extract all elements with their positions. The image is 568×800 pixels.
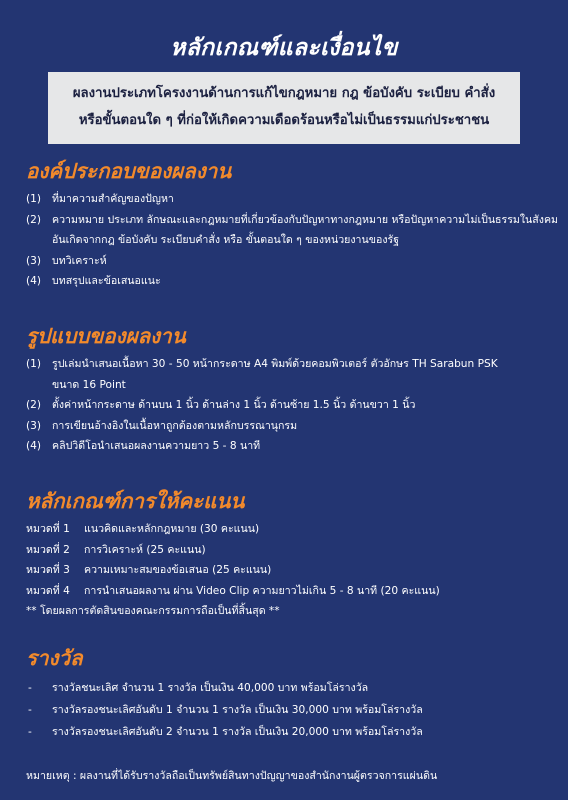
intro-banner <box>48 72 520 144</box>
category-text: แนวคิดและหลักกฎหมาย (30 คะแนน) <box>84 523 260 535</box>
scoring-category <box>26 519 556 540</box>
list-item <box>26 189 556 210</box>
format-heading: รูปแบบของผลงาน <box>26 324 186 348</box>
scoring-category <box>26 540 556 561</box>
item-text: บทวิเคราะห์ <box>52 254 107 267</box>
item-number: (3) <box>26 419 42 432</box>
item-number: (1) <box>26 358 42 370</box>
award-text: รางวัลชนะเลิศ จำนวน 1 รางวัล เป็นเงิน 40,000 บาท พร้อมโล่รางวัล <box>52 682 369 694</box>
bullet-dash: - <box>28 704 32 716</box>
scoring-category <box>26 581 556 602</box>
award-text: รางวัลรองชนะเลิศอันดับ 1 จำนวน 1 รางวัล เป็นเงิน 30,000 บาท พร้อมโล่รางวัล <box>52 704 423 716</box>
item-text: การเขียนอ้างอิงในเนื้อหาถูกต้องตามหลักบรรณานุกรม <box>52 419 298 432</box>
item-text: อันเกิดจากกฎ ข้อบังคับ ระเบียบคำสั่ง หรือ ขั้นตอนใด ๆ ของหน่วยงานของรัฐ <box>52 234 400 246</box>
scoring-category <box>26 560 556 581</box>
award-item <box>26 699 556 721</box>
category-text: ความเหมาะสมของข้อเสนอ (25 คะแนน) <box>84 564 272 576</box>
item-text: ที่มาความสำคัญของปัญหา <box>52 193 174 205</box>
banner-line-2: หรือขั้นตอนใด ๆ ที่ก่อให้เกิดความเดือดร้อนหรือไม่เป็นธรรมแก่ประชาชน <box>78 113 490 128</box>
footer-note: หมายเหตุ : ผลงานที่ได้รับรางวัลถือเป็นทรัพย์สินทางปัญญาของสำนักงานผู้ตรวจการแผ่นดิน <box>26 770 438 782</box>
list-item <box>26 416 556 437</box>
award-item <box>26 721 556 743</box>
format-list <box>26 354 556 457</box>
category-label: หมวดที่ 3 <box>26 564 70 576</box>
components-list <box>26 189 559 292</box>
category-label: หมวดที่ 2 <box>26 543 70 556</box>
item-number: (3) <box>26 254 42 267</box>
list-item <box>26 271 556 292</box>
category-text: การนำเสนอผลงาน ผ่าน Video Clip ความยาวไม่เกิน 5 - 8 นาที (20 คะแนน) <box>84 584 440 597</box>
item-number: (4) <box>26 440 42 452</box>
awards-heading: รางวัล <box>26 646 83 670</box>
bullet-dash: - <box>28 726 32 738</box>
item-text: คลิปวิดีโอนำเสนอผลงานความยาว 5 - 8 นาที <box>52 440 261 452</box>
item-text: ตั้งค่าหน้ากระดาษ ด้านบน 1 นิ้ว ด้านล่าง 1 นิ้ว ด้านซ้าย 1.5 นิ้ว ด้านขวา 1 นิ้ว <box>52 399 416 411</box>
bullet-dash: - <box>28 682 32 694</box>
category-text: การวิเคราะห์ (25 คะแนน) <box>84 543 206 556</box>
scoring-heading: หลักเกณฑ์การให้คะแนน <box>26 489 245 513</box>
components-heading: องค์ประกอบของผลงาน <box>26 159 232 183</box>
scoring-list <box>26 519 556 622</box>
item-number: (1) <box>26 193 42 205</box>
item-number: (2) <box>26 213 42 226</box>
item-text: รูปเล่มนำเสนอเนื้อหา 30 - 50 หน้ากระดาษ A4 พิมพ์ด้วยคอมพิวเตอร์ ตัวอักษร TH Sarabun PSK <box>52 358 498 370</box>
item-number: (4) <box>26 275 42 287</box>
award-item <box>26 677 556 699</box>
item-number: (2) <box>26 399 42 411</box>
award-text: รางวัลรองชนะเลิศอันดับ 2 จำนวน 1 รางวัล เป็นเงิน 20,000 บาท พร้อมโล่รางวัล <box>52 726 423 738</box>
item-text: บทสรุปและข้อเสนอแนะ <box>52 275 161 287</box>
item-text: ขนาด 16 Point <box>52 378 126 391</box>
judging-note: ** โดยผลการตัดสินของคณะกรรมการถือเป็นที่สิ้นสุด ** <box>26 605 280 617</box>
category-label: หมวดที่ 1 <box>26 523 70 535</box>
page-title: หลักเกณฑ์และเงื่อนไข <box>170 35 398 61</box>
list-item <box>26 251 556 272</box>
list-item <box>26 210 559 251</box>
list-item <box>26 395 556 416</box>
list-item <box>26 354 556 395</box>
category-label: หมวดที่ 4 <box>26 584 70 597</box>
banner-line-1: ผลงานประเภทโครงงานด้านการแก้ไขกฎหมาย กฎ ข้อบังคับ ระเบียบ คำสั่ง <box>72 86 496 101</box>
item-text: ความหมาย ประเภท ลักษณะและกฎหมายที่เกี่ยวข้องกับปัญหาทางกฎหมาย หรือปัญหาความไม่เป็นธรรมในสังคม <box>52 213 559 226</box>
awards-list <box>26 677 556 743</box>
list-item <box>26 436 556 457</box>
